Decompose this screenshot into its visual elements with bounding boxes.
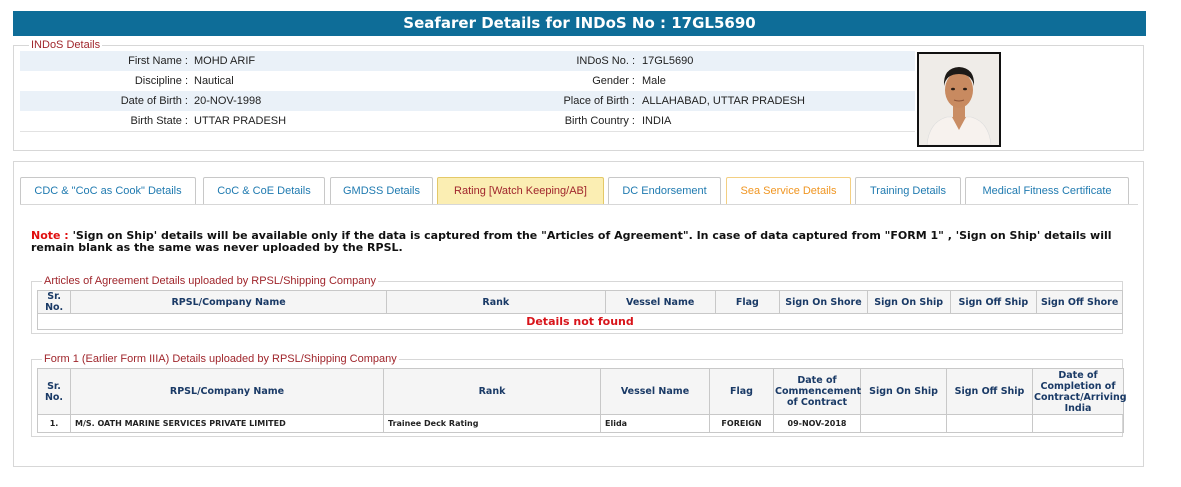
cell-vessel: Elida bbox=[601, 415, 710, 433]
dob-value: 20-NOV-1998 bbox=[194, 95, 262, 107]
col-header-completion: Date of Completion of Contract/Arriving India bbox=[1034, 369, 1127, 414]
col-header-sign-off-shore: Sign Off Shore bbox=[1037, 291, 1123, 314]
tab-training[interactable]: Training Details bbox=[855, 177, 961, 204]
col-header-flag: Flag bbox=[710, 369, 774, 415]
tab-dc-endorsement[interactable]: DC Endorsement bbox=[608, 177, 721, 204]
tab-divider bbox=[20, 204, 1138, 205]
details-panel bbox=[13, 161, 1144, 467]
empty-message: Details not found bbox=[38, 314, 1123, 330]
gender-value: Male bbox=[642, 75, 666, 87]
form1-table bbox=[37, 368, 1127, 433]
birth-state-value: UTTAR PRADESH bbox=[194, 115, 287, 127]
col-header-sign-on-ship: Sign On Ship bbox=[861, 369, 947, 415]
indos-details-legend: INDoS Details bbox=[31, 39, 101, 51]
tab-rating-watch-keeping[interactable]: Rating [Watch Keeping/AB] bbox=[437, 177, 604, 204]
articles-header-row bbox=[38, 291, 1123, 314]
col-header-sr-no: Sr. No. bbox=[38, 291, 71, 314]
birth-country-label: Birth Country : bbox=[564, 115, 635, 127]
form1-fieldset bbox=[31, 353, 1127, 437]
table-row bbox=[38, 314, 1123, 330]
note-message bbox=[31, 230, 1121, 254]
cell-sign-on-ship bbox=[861, 415, 947, 433]
gender-label: Gender : bbox=[592, 75, 635, 87]
birth-state-label: Birth State : bbox=[130, 115, 188, 127]
seafarer-photo bbox=[917, 52, 1001, 147]
articles-fieldset bbox=[31, 275, 1123, 334]
col-header-sign-on-ship: Sign On Ship bbox=[867, 291, 950, 314]
note-text: 'Sign on Ship' details will be available only if the data is captured from the "Articles of Agreement". In case of data captured from "FORM 1" , 'Sign on Ship' details will remain blank as the same was never uploaded by the RPSL. bbox=[31, 229, 1112, 254]
info-row-blank bbox=[20, 131, 915, 151]
cell-sr-no: 1. bbox=[38, 415, 71, 433]
col-header-vessel: Vessel Name bbox=[601, 369, 710, 415]
cell-commencement: 09-NOV-2018 bbox=[774, 415, 861, 433]
cell-flag: FOREIGN bbox=[710, 415, 774, 433]
col-header-flag: Flag bbox=[715, 291, 780, 314]
note-label: Note : bbox=[31, 229, 69, 242]
cell-completion bbox=[1033, 415, 1124, 433]
tab-cdc-cook[interactable]: CDC & "CoC as Cook" Details bbox=[20, 177, 196, 204]
indos-no-value: 17GL5690 bbox=[642, 55, 694, 67]
col-header-sign-off-ship: Sign Off Ship bbox=[950, 291, 1037, 314]
col-header-rank: Rank bbox=[384, 369, 601, 415]
discipline-value: Nautical bbox=[194, 75, 234, 87]
portrait-image bbox=[919, 54, 999, 145]
info-row-name bbox=[20, 51, 915, 71]
articles-table bbox=[37, 290, 1123, 330]
indos-details-panel bbox=[13, 39, 1144, 151]
cell-company: M/S. OATH MARINE SERVICES PRIVATE LIMITED bbox=[71, 415, 384, 433]
indos-no-label: INDoS No. : bbox=[576, 55, 635, 67]
discipline-label: Discipline : bbox=[134, 75, 188, 87]
col-header-sign-off-ship: Sign Off Ship bbox=[947, 369, 1033, 415]
info-row-discipline bbox=[20, 71, 915, 91]
articles-legend: Articles of Agreement Details uploaded by RPSL/Shipping Company bbox=[44, 275, 377, 287]
dob-label: Date of Birth : bbox=[120, 95, 188, 107]
col-header-rank: Rank bbox=[386, 291, 605, 314]
col-header-sr-no: Sr. No. bbox=[38, 369, 71, 415]
first-name-value: MOHD ARIF bbox=[194, 55, 256, 67]
place-of-birth-value: ALLAHABAD, UTTAR PRADESH bbox=[642, 95, 806, 107]
cell-sign-off-ship bbox=[947, 415, 1033, 433]
col-header-commencement: Date of Commencement of Contract bbox=[774, 369, 861, 415]
tab-medical-fitness[interactable]: Medical Fitness Certificate bbox=[965, 177, 1129, 204]
info-row-birth-state bbox=[20, 111, 915, 131]
col-header-vessel: Vessel Name bbox=[605, 291, 715, 314]
col-header-company: RPSL/Company Name bbox=[71, 369, 384, 415]
tab-sea-service[interactable]: Sea Service Details bbox=[726, 177, 851, 204]
form1-header-row bbox=[38, 369, 1124, 415]
page-title: Seafarer Details for INDoS No : 17GL5690 bbox=[13, 11, 1146, 36]
tab-coc-coe[interactable]: CoC & CoE Details bbox=[203, 177, 325, 204]
first-name-label: First Name : bbox=[128, 55, 188, 67]
col-header-company: RPSL/Company Name bbox=[71, 291, 387, 314]
table-row bbox=[38, 415, 1124, 433]
form1-legend: Form 1 (Earlier Form IIIA) Details uploaded by RPSL/Shipping Company bbox=[44, 353, 397, 365]
birth-country-value: INDIA bbox=[642, 115, 672, 127]
place-of-birth-label: Place of Birth : bbox=[563, 95, 635, 107]
cell-rank: Trainee Deck Rating bbox=[384, 415, 601, 433]
tab-gmdss[interactable]: GMDSS Details bbox=[330, 177, 433, 204]
info-row-birth bbox=[20, 91, 915, 111]
col-header-sign-on-shore: Sign On Shore bbox=[780, 291, 868, 314]
